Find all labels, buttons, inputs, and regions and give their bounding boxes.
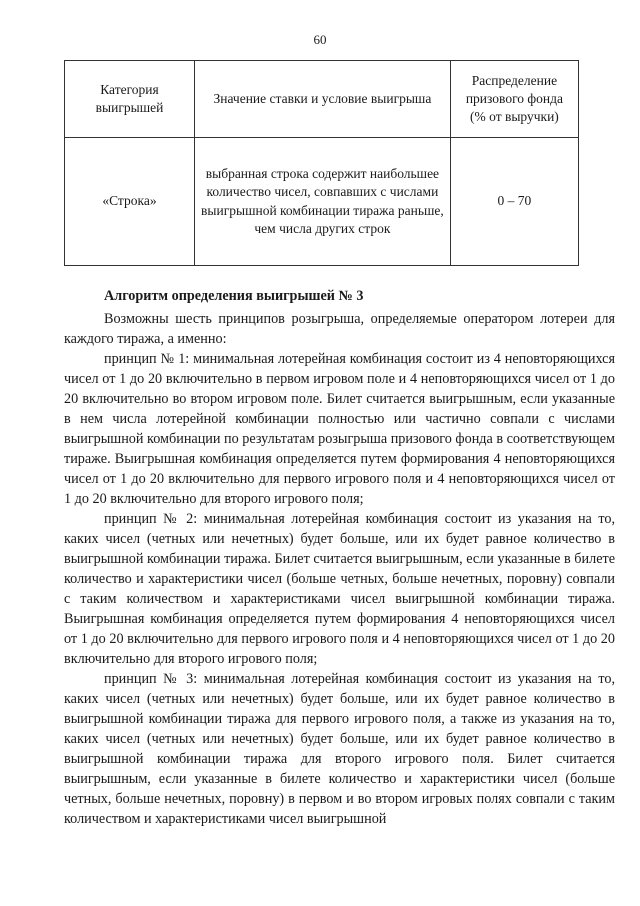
document-body — [64, 286, 615, 829]
section-heading: Алгоритм определения выигрышей № 3 — [104, 288, 364, 304]
cell-distribution: 0 – 70 — [450, 138, 578, 266]
header-condition: Значение ставки и условие выигрыша — [194, 61, 450, 138]
paragraph-principle-2: принцип № 2: минимальная лотерейная комбинация состоит из указания на то, каких чисел (четных или нечетных) будет больше, или их будет равное количество в выигрышной комбинации тиража. Билет считается выигрышным, если указанные в билете количество и характеристики чисел (больше четных, больше нечетных, поровну) совпали с таким количеством и характеристиками чисел выигрышной комбинации тиража. Выигрышная комбинация определяется путем формирования 4 неповторяющихся чисел от 1 до 20 включительно для первого игрового поля и 4 неповторяющихся чисел от 1 до 20 включительно для второго игрового поля; — [64, 511, 615, 667]
prize-distribution-table — [64, 60, 579, 266]
paragraph-principle-3: принцип № 3: минимальная лотерейная комбинация состоит из указания на то, каких чисел (четных или нечетных) будет больше, или их будет равное количество в выигрышной комбинации тиража для первого игрового поля, а также из указания на то, каких чисел (четных или нечетных) будет больше, или их будет равное количество в выигрышной комбинации тиража для второго игрового поля. Билет считается выигрышным, если указанные в билете количество и характеристики чисел (больше четных, больше нечетных, поровну) в первом и во втором игровых полях совпали с таким количеством и характеристиками чисел выигрышной — [64, 671, 615, 827]
paragraph-intro: Возможны шесть принципов розыгрыша, определяемые оператором лотереи для каждого тиража, а именно: — [64, 311, 615, 347]
table-header-row — [65, 61, 579, 138]
page-number: 60 — [313, 32, 327, 47]
header-distribution: Распределение призового фонда (% от выручки) — [450, 61, 578, 138]
cell-category: «Строка» — [65, 138, 195, 266]
paragraph-principle-1: принцип № 1: минимальная лотерейная комбинация состоит из 4 неповторяющихся чисел от 1 до 20 включительно в первом игровом поле и 4 неповторяющихся чисел от 1 до 20 включительно во втором игровом поле. Билет считается выигрышным, если указанные в нем числа лотерейной комбинации полностью или частично совпали с числами выигрышной комбинации по результатам розыгрыша призового фонда в соответствующем тираже. Выигрышная комбинация определяется путем формирования 4 неповторяющихся чисел от 1 до 20 включительно для первого игрового поля и 4 неповторяющихся чисел от 1 до 20 включительно для второго игрового поля; — [64, 351, 615, 507]
table-row — [65, 138, 579, 266]
header-category: Категория выигрышей — [65, 61, 195, 138]
cell-condition: выбранная строка содержит наибольшее количество чисел, совпавших с числами выигрышной комбинации тиража раньше, чем числа других строк — [194, 138, 450, 266]
